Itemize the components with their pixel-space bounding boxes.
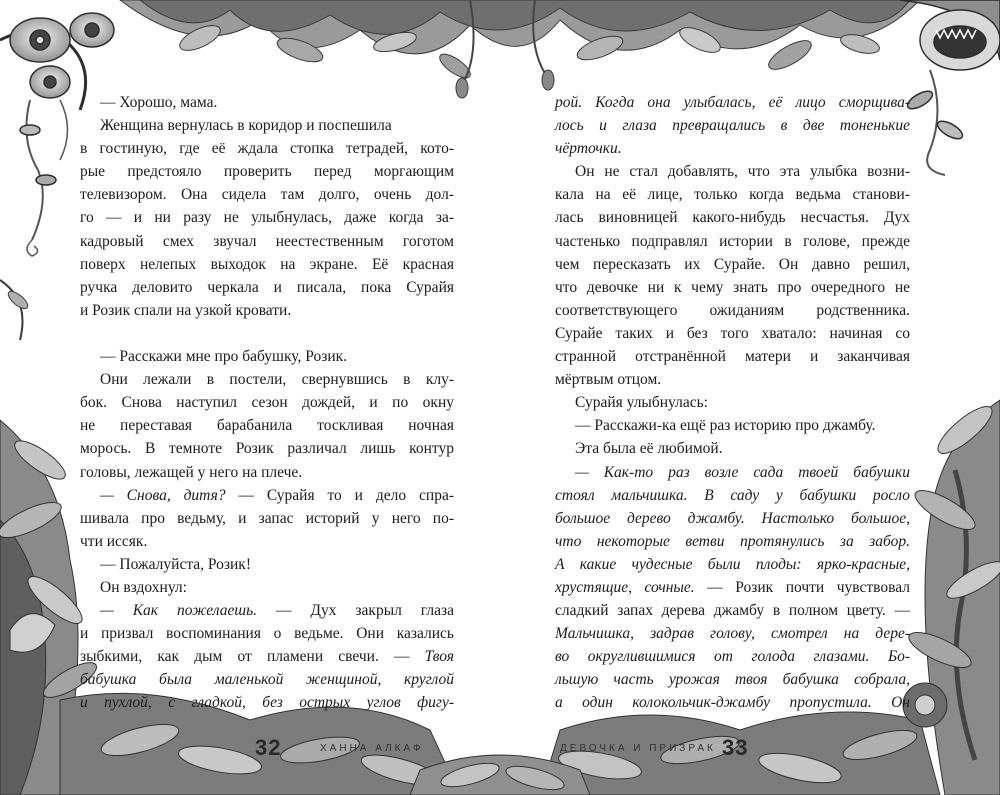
text-line (80, 183, 454, 206)
right-page-number: 33 (722, 735, 749, 760)
text-segment: кадровый смех звучал неестественным гоготом (80, 232, 454, 250)
text-line (80, 461, 454, 484)
text-segment: — Расскажи-ка ещё раз историю про джамбу. (575, 417, 876, 435)
text-line (555, 368, 910, 391)
text-segment: и Розик спали на узкой кровати. (80, 301, 292, 319)
text-line (555, 160, 910, 183)
text-segment: Он не стал добавлять, что эта улыбка возни- (575, 163, 910, 181)
text-segment: странной отстранённой матери и заканчивая (555, 348, 910, 366)
top-foliage (120, 0, 920, 98)
text-segment: не переставая барабанила тоскливая ночная (80, 417, 454, 435)
text-line (555, 553, 910, 576)
text-line (80, 160, 454, 183)
italic-text-segment: что некоторые ветви протянулись за забор. (555, 532, 910, 550)
text-line (80, 691, 454, 714)
text-segment: го — и ни разу не улыбнулась, даже когда за- (80, 209, 454, 227)
text-line (80, 414, 454, 437)
text-line (80, 530, 454, 553)
text-line (555, 576, 910, 599)
paragraph-gap (80, 322, 454, 345)
italic-text-segment: а один колокольчик-джамбу пропустила. Он (555, 694, 910, 712)
text-line (80, 668, 454, 691)
text-line (80, 114, 454, 137)
text-line (555, 253, 910, 276)
text-segment: чем пересказать их Сурайе. Он давно решил, (555, 255, 910, 273)
italic-text-segment: большое дерево джамбу. Настолько большое, (555, 509, 910, 527)
text-line (555, 299, 910, 322)
italic-text-segment: и пухлой, с гладкой, без острых углов фигу- (80, 694, 454, 712)
text-line (555, 322, 910, 345)
left-page-number: 32 (255, 735, 282, 760)
text-line (80, 599, 454, 622)
text-segment: Женщина вернулась в коридор и поспешила (100, 117, 392, 135)
text-segment: — Хорошо, мама. (100, 94, 218, 111)
text-line (555, 137, 910, 160)
text-line (555, 437, 910, 460)
text-segment: Он вздохнул: (100, 578, 187, 596)
right-running-head: ДЕВОЧКА И ПРИЗРАК (560, 743, 716, 754)
text-line (555, 691, 910, 714)
text-line (80, 368, 454, 391)
text-line (80, 91, 454, 114)
text-line (80, 230, 454, 253)
text-line (80, 484, 454, 507)
left-page-text (80, 91, 454, 715)
text-segment: рые предстояло проверить перед моргающим (80, 163, 454, 181)
italic-text-segment: — Как-то раз возле сада твоей бабушки (575, 463, 910, 481)
text-segment: ручка деловито черкала и писала, пока Сурайя (80, 278, 454, 296)
text-line (555, 230, 910, 253)
italic-text-segment: бабушка была маленькой женщиной, круглой (80, 671, 454, 689)
text-segment: соответствующего ожиданиям родственника. (555, 301, 910, 319)
text-line (555, 645, 910, 668)
text-segment: — Пожалуйста, Розик! (100, 555, 252, 573)
text-line (80, 553, 454, 576)
text-line (555, 599, 910, 622)
text-line (555, 622, 910, 645)
text-segment: Они лежали в постели, свернувшись в клу- (100, 371, 454, 389)
text-line (555, 668, 910, 691)
text-line (555, 484, 910, 507)
text-segment: поверх нелепых выходок на экране. Её красная (80, 255, 454, 273)
italic-text-segment: — Как пожелаешь. (100, 602, 257, 620)
text-line (555, 507, 910, 530)
italic-text-segment: льшую часть урожая твоя бабушка собрала, (555, 671, 910, 689)
text-line (80, 253, 454, 276)
text-segment: телевизором. Она сидела там долго, очень дол- (80, 186, 454, 204)
text-segment: что девочке ни к чему знать про очередного не (555, 278, 910, 296)
text-line (80, 276, 454, 299)
text-segment: лась виновницей какого-нибудь несчастья. Дух (555, 209, 910, 227)
text-line (555, 114, 910, 137)
text-segment: головы, лежащей у него на плече. (80, 463, 303, 481)
text-segment: Сурайя улыбнулась: (575, 394, 708, 412)
text-segment: мёртвым отцом. (555, 371, 662, 389)
text-line (555, 530, 910, 553)
text-segment: — Сурайя то и дело спра- (225, 486, 454, 504)
text-segment: в гостиную, где её ждала стопка тетрадей, кото- (80, 140, 454, 158)
text-segment: Сурайе таких и без того хватало: начиная со (555, 324, 910, 342)
text-line (80, 622, 454, 645)
text-line (80, 206, 454, 229)
italic-text-segment: — Снова, дитя? (100, 486, 226, 504)
italic-text-segment: стоял мальчишка. В саду у бабушки росло (555, 486, 910, 504)
text-segment: чти иссяк. (80, 532, 148, 550)
italic-text-segment: рой. Когда она улыбалась, её лицо сморщива- (555, 94, 910, 111)
text-segment: шивала про ведьму, и запас историй у него по- (80, 509, 454, 527)
text-line (80, 645, 454, 668)
top-right-flytrap (900, 0, 1000, 175)
italic-text-segment: А какие чудесные были плоды: ярко-красные, (555, 555, 910, 573)
italic-text-segment: во округлившимися от голода глазами. Бо- (555, 648, 910, 666)
italic-text-segment: чёрточки. (555, 140, 622, 158)
italic-text-segment: Мальчишка, задрав голову, смотрел на дере- (555, 625, 910, 643)
right-page-text (555, 91, 910, 715)
text-line (555, 183, 910, 206)
italic-text-segment: Твоя (424, 648, 454, 666)
text-segment: — Расскажи мне про бабушку, Розик. (100, 348, 348, 366)
text-line (555, 345, 910, 368)
text-line (80, 437, 454, 460)
text-segment: Эта была её любимой. (575, 440, 723, 458)
text-segment: бок. Снова наступил сезон дождей, и по окну (80, 394, 454, 412)
text-line (80, 345, 454, 368)
italic-text-segment: лось и глаза превращались в две тоненькие (555, 117, 910, 135)
text-segment: — Дух закрыл глаза (257, 602, 454, 620)
text-line (80, 299, 454, 322)
text-line (555, 414, 910, 437)
text-segment: частенько подправлял истории в голове, прежде (555, 232, 910, 250)
text-segment: кала на её лице, только когда ведьма станови- (555, 186, 910, 204)
left-running-head: ХАННА АЛКАФ (320, 743, 424, 754)
text-line (80, 391, 454, 414)
text-line (80, 507, 454, 530)
text-line (555, 206, 910, 229)
text-segment: — Розик почти чувствовал (694, 578, 910, 596)
text-segment: сладкий запах дерева джамбу в полном цвету. — (555, 602, 910, 620)
text-line (80, 576, 454, 599)
text-line (555, 391, 910, 414)
text-line (555, 461, 910, 484)
left-vine (0, 280, 30, 340)
text-line (555, 276, 910, 299)
text-line (555, 91, 910, 114)
text-line (80, 137, 454, 160)
text-segment: зыбкими, как дым от пламени свечи. — (80, 648, 425, 666)
text-segment: морось. В темноте Розик различал лишь контур (80, 440, 454, 458)
italic-text-segment: хрустящие, сочные. (555, 578, 695, 596)
text-segment: и призвал воспоминания о ведьме. Они казались (80, 625, 454, 643)
